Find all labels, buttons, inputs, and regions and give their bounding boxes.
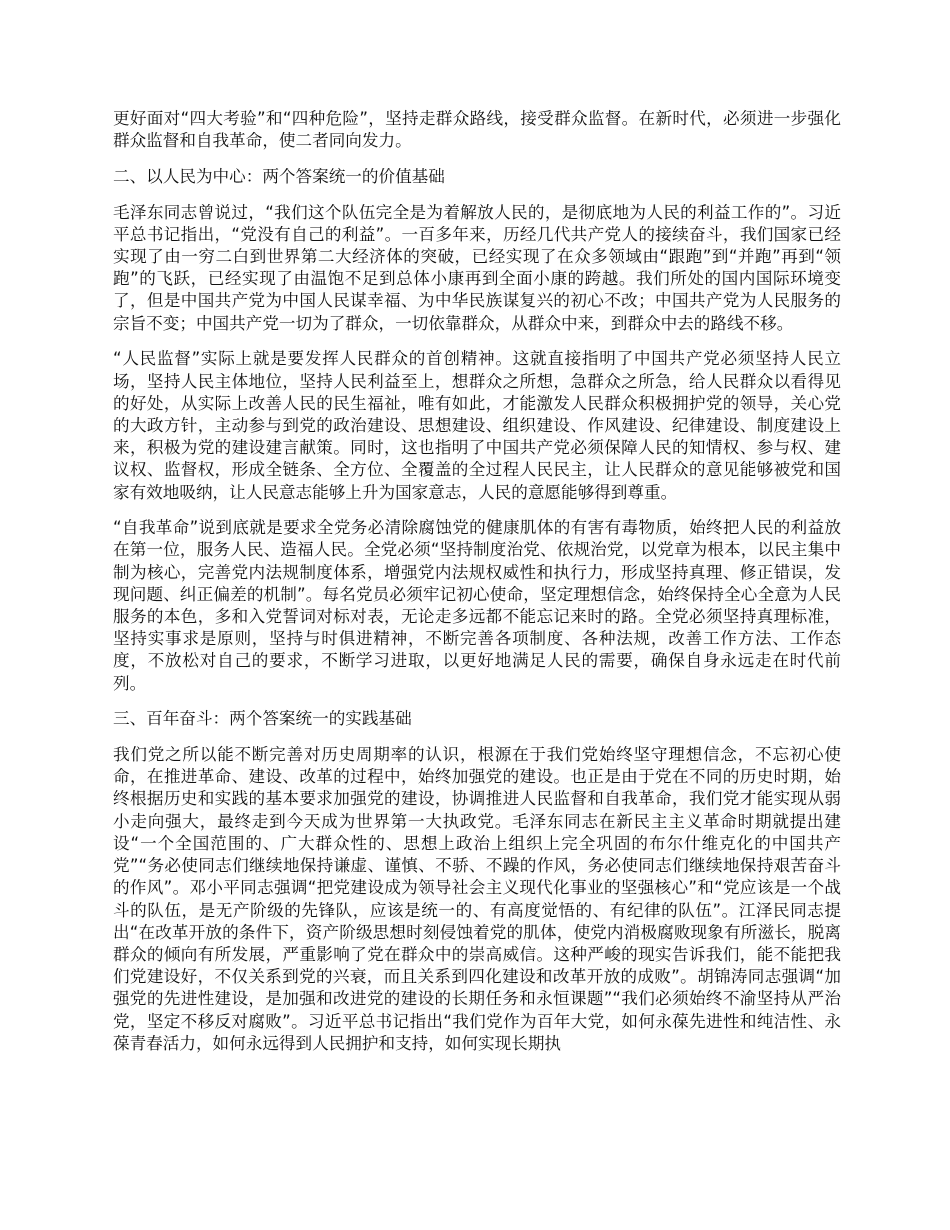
paragraph-self-revolution: “自我革命”说到底就是要求全党务必清除腐蚀党的健康肌体的有害有毒物质，始终把人民的利益放在第一位，服务人民、造福人民。全党必须“坚持制度治党、依规治党，以党章为根本，以民主集中制为核心，完善党内法规制度体系，增强党内法规权威性和执行力，形成坚持真理、修正错误，发现问题、纠正偏差的机制”。每名党员必须牢记初心使命，坚定理想信念，始终保持全心全意为人民服务的本色，多和入党誓词对标对表，无论走多远都不能忘记来时的路。全党必须坚持真理标准，坚持实事求是原则，坚持与时俱进精神，不断完善各项制度、各种法规，改善工作方法、工作态度，不放松对自己的要求，不断学习进取，以更好地满足人民的需要，确保自身永远走在时代前列。	[113, 518, 841, 693]
section-heading-3: 三、百年奋斗：两个答案统一的实践基础	[113, 709, 412, 729]
paragraph-mao-quote: 毛泽东同志曾说过，“我们这个队伍完全是为着解放人民的，是彻底地为人民的利益工作的”。习近平总书记指出，“党没有自己的利益”。一百多年来，历经几代共产党人的接续奋斗，我们国家已经实现了由一穷二白到世界第二大经济体的突破，已经实现了在众多领域由“跟跑”到“并跑”再到“领跑”的飞跃，已经实现了由温饱不足到总体小康再到全面小康的跨越。我们所处的国内国际环境变了，但是中国共产党为中国人民谋幸福、为中华民族谋复兴的初心不改；中国共产党为人民服务的宗旨不变；中国共产党一切为了群众，一切依靠群众，从群众中来，到群众中去的路线不移。	[113, 202, 841, 333]
paragraph-people-supervision: “人民监督”实际上就是要发挥人民群众的首创精神。这就直接指明了中国共产党必须坚持人民立场，坚持人民主体地位，坚持人民利益至上，想群众之所想，急群众之所急，给人民群众以看得见的好处，从实际上改善人民的民生福祉，唯有如此，才能激发人民群众积极拥护党的领导，关心党的大政方针，主动参与到党的政治建设、思想建设、组织建设、作风建设、纪律建设、制度建设上来，积极为党的建设建言献策。同时，这也指明了中国共产党必须保障人民的知情权、参与权、建议权、监督权，形成全链条、全方位、全覆盖的全过程人民民主，让人民群众的意见能够被党和国家有效地吸纳，让人民意志能够上升为国家意志，人民的意愿能够得到尊重。	[113, 349, 841, 502]
document-body	[113, 108, 841, 1068]
paragraph-intro: 更好面对“四大考验”和“四种危险”，坚持走群众路线，接受群众监督。在新时代，必须进一步强化群众监督和自我革命，使二者同向发力。	[113, 109, 841, 151]
section-heading-2: 二、以人民为中心：两个答案统一的价值基础	[113, 166, 445, 186]
paragraph-centennial-struggle: 我们党之所以能不断完善对历史周期率的认识，根源在于我们党始终坚守理想信念，不忘初心使命，在推进革命、建设、改革的过程中，始终加强党的建设。也正是由于党在不同的历史时期，始终根据历史和实践的基本要求加强党的建设，协调推进人民监督和自我革命，我们党才能实现从弱小走向强大，最终走到今天成为世界第一大执政党。毛泽东同志在新民主主义革命时期就提出建设“一个全国范围的、广大群众性的、思想上政治上组织上完全巩固的布尔什维克化的中国共产党”“务必使同志们继续地保持谦虚、谨慎、不骄、不躁的作风，务必使同志们继续地保持艰苦奋斗的作风”。邓小平同志强调“把党建设成为领导社会主义现代化事业的坚强核心”和“党应该是一个战斗的队伍，是无产阶级的先锋队，应该是统一的、有高度觉悟的、有纪律的队伍”。江泽民同志提出“在改革开放的条件下，资产阶级思想时刻侵蚀着党的肌体，使党内消极腐败现象有所滋长，脱离群众的倾向有所发展，严重影响了党在群众中的崇高威信。这种严峻的现实告诉我们，能不能把我们党建设好，不仅关系到党的兴衰，而且关系到四化建设和改革开放的成败”。胡锦涛同志强调“加强党的先进性建设，是加强和改进党的建设的长期任务和永恒课题”“我们必须始终不渝坚持从严治党，坚定不移反对腐败”。习近平总书记指出“我们党作为百年大党，如何永葆先进性和纯洁性、永葆青春活力，如何永远得到人民拥护和支持，如何实现长期执	[113, 745, 841, 1053]
